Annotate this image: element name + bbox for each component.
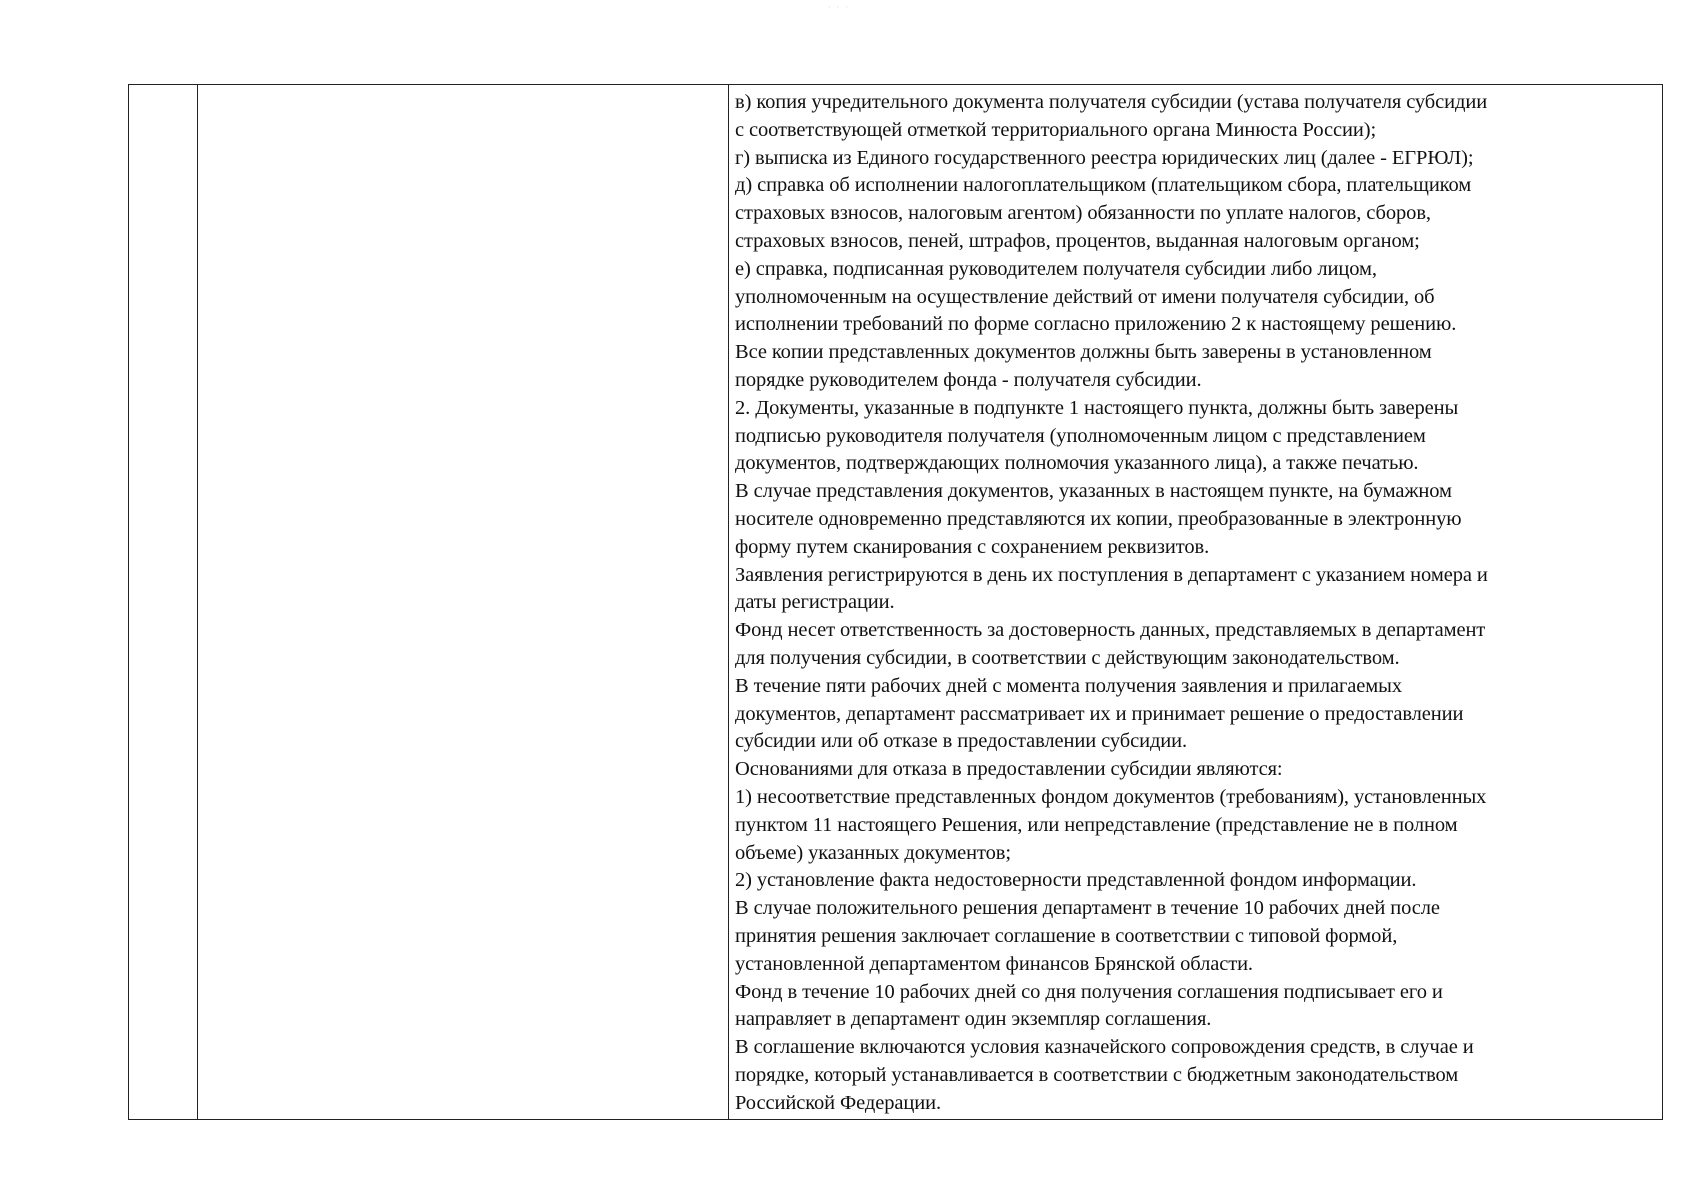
scan-artifact: · · · [828,3,850,12]
text-line: г) выписка из Единого государственного реестра юридических лиц (далее - ЕГРЮЛ); [735,146,1474,169]
text-line: пунктом 11 настоящего Решения, или непредставление (представление не в полном [735,813,1458,836]
text-line: страховых взносов, пеней, штрафов, процентов, выданная налоговым органом; [735,229,1420,252]
column-divider-1 [197,85,198,1119]
text-line: В соглашение включаются условия казначейского сопровождения средств, в случае и [735,1036,1474,1059]
text-line: документов, подтверждающих полномочия указанного лица), а также печатью. [735,452,1419,475]
text-line: Все копии представленных документов должны быть заверены в установленном [735,341,1432,364]
text-line: д) справка об исполнении налогоплательщиком (плательщиком сбора, плательщиком [735,174,1472,197]
text-line: Фонд в течение 10 рабочих дней со дня получения соглашения подписывает его и [735,980,1443,1003]
text-line: 2. Документы, указанные в подпункте 1 настоящего пункта, должны быть заверены [735,396,1459,419]
text-line: подписью руководителя получателя (уполномоченным лицом с представлением [735,424,1426,447]
text-line: с соответствующей отметкой территориального органа Минюста России); [735,118,1377,141]
text-line: документов, департамент рассматривает их и принимает решение о предоставлении [735,702,1464,725]
text-line: исполнении требований по форме согласно приложению 2 к настоящему решению. [735,313,1457,336]
text-line: В течение пяти рабочих дней с момента получения заявления и прилагаемых [735,674,1402,697]
text-line: даты регистрации. [735,591,895,614]
text-line: для получения субсидии, в соответствии с действующим законодательством. [735,646,1400,669]
text-line: форму путем сканирования с сохранением реквизитов. [735,535,1210,558]
text-line: В случае положительного решения департамент в течение 10 рабочих дней после [735,897,1440,920]
text-line: порядке, который устанавливается в соответствии с бюджетным законодательством [735,1063,1459,1086]
text-line: объеме) указанных документов; [735,841,1011,864]
text-line: 2) установление факта недостоверности представленной фондом информации. [735,869,1417,892]
text-line: установленной департаментом финансов Брянской области. [735,952,1253,975]
table-cell-content [735,89,1655,1117]
text-line: 1) несоответствие представленных фондом документов (требованиям), установленных [735,785,1487,808]
column-divider-2 [728,85,729,1119]
text-line: субсидии или об отказе в предоставлении субсидии. [735,730,1188,753]
text-line: уполномоченным на осуществление действий от имени получателя субсидии, об [735,285,1435,308]
text-line: порядке руководителем фонда - получателя субсидии. [735,368,1202,391]
text-line: Российской Федерации. [735,1091,941,1114]
document-table [128,84,1663,1120]
text-line: Заявления регистрируются в день их поступления в департамент с указанием номера и [735,563,1488,586]
text-line: в) копия учредительного документа получателя субсидии (устава получателя субсидии [735,91,1488,113]
text-line: носителе одновременно представляются их копии, преобразованные в электронную [735,507,1462,530]
text-line: Основаниями для отказа в предоставлении субсидии являются: [735,758,1283,781]
text-line: страховых взносов, налоговым агентом) обязанности по уплате налогов, сборов, [735,202,1431,225]
text-line: Фонд несет ответственность за достоверность данных, представляемых в департамент [735,619,1486,642]
text-line: е) справка, подписанная руководителем получателя субсидии либо лицом, [735,257,1377,280]
text-line: В случае представления документов, указанных в настоящем пункте, на бумажном [735,480,1452,503]
text-line: принятия решения заключает соглашение в соответствии с типовой формой, [735,924,1398,947]
text-line: направляет в департамент один экземпляр соглашения. [735,1008,1212,1031]
